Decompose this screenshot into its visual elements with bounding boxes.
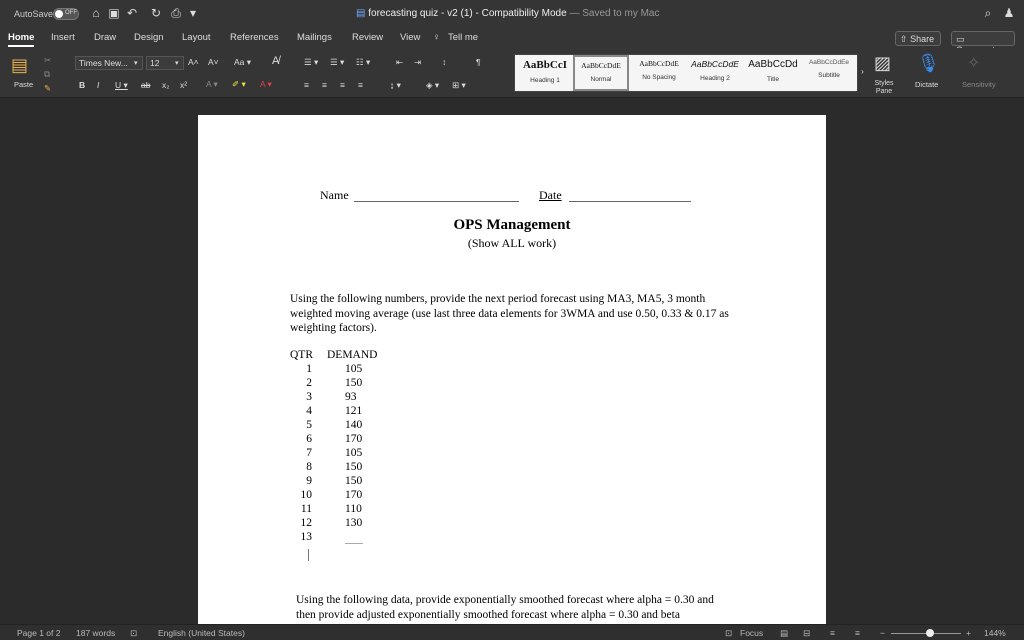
table-row xyxy=(290,447,390,461)
superscript-icon[interactable]: x² xyxy=(180,80,188,90)
strikethrough-icon[interactable]: ab xyxy=(141,80,151,90)
tab-view[interactable]: View xyxy=(400,32,421,43)
document-page[interactable] xyxy=(198,115,826,624)
style-heading-2[interactable] xyxy=(687,55,743,91)
style-label: No Spacing xyxy=(642,74,676,81)
align-center-icon[interactable]: ≡ xyxy=(322,80,327,90)
numbering-icon[interactable]: ☰ ▾ xyxy=(330,57,345,67)
shrink-font-icon[interactable]: A˅ xyxy=(208,57,219,67)
style-heading-1[interactable] xyxy=(517,55,573,91)
qtr-cell: 12 xyxy=(300,517,312,529)
demand-cell: 105 xyxy=(345,447,363,459)
qtr-cell: 13 xyxy=(300,531,312,543)
style-label: Heading 2 xyxy=(700,75,730,82)
title-separator: - xyxy=(472,8,482,19)
clear-formatting-icon[interactable]: A̸ xyxy=(272,55,280,67)
demand-cell: 140 xyxy=(345,419,363,431)
demand-cell: 170 xyxy=(345,489,363,501)
title-bar xyxy=(0,0,1024,28)
tab-draw[interactable]: Draw xyxy=(94,32,117,43)
style-no-spacing[interactable] xyxy=(631,55,687,91)
font-size-select[interactable]: 12 xyxy=(146,56,184,70)
qtr-cell: 2 xyxy=(306,377,312,389)
share-icon: ⇧ xyxy=(900,34,908,44)
tab-references[interactable]: References xyxy=(230,32,279,43)
style-title[interactable] xyxy=(745,55,801,91)
table-row xyxy=(290,489,390,503)
table-row xyxy=(290,363,390,377)
word-doc-icon: ▤ xyxy=(356,8,366,19)
qtr-cell: 5 xyxy=(306,419,312,431)
change-case-icon[interactable]: Aa ▾ xyxy=(234,57,252,67)
font-color-icon[interactable]: A ▾ xyxy=(260,79,272,89)
qtr-cell: 7 xyxy=(306,447,312,459)
style-preview: AaBbCcDdE xyxy=(581,61,621,70)
align-right-icon[interactable]: ≡ xyxy=(340,80,345,90)
autosave-toggle-knob xyxy=(55,10,63,18)
align-left-icon[interactable]: ≡ xyxy=(304,80,309,90)
shading-icon[interactable]: ◈ ▾ xyxy=(426,80,440,90)
comments-button[interactable] xyxy=(951,31,1015,46)
cut-icon[interactable]: ✂ xyxy=(44,55,52,65)
style-preview: AaBbCcDdE xyxy=(691,59,739,69)
font-name-select[interactable]: Times New... xyxy=(75,56,143,70)
tab-layout[interactable]: Layout xyxy=(182,32,211,43)
home-icon[interactable]: ⌂ xyxy=(92,6,100,20)
table-row xyxy=(290,433,390,447)
date-label: Date xyxy=(539,188,562,202)
qtr-cell: 1 xyxy=(306,363,312,375)
table-row xyxy=(290,405,390,419)
focus-icon[interactable]: ⊡ xyxy=(725,628,733,638)
qtr-cell: 8 xyxy=(306,461,312,473)
ribbon-tabs xyxy=(0,28,1024,48)
page-subtitle: (Show ALL work) xyxy=(467,236,557,250)
web-layout-icon[interactable]: ⊟ xyxy=(803,628,811,638)
paste-label[interactable]: Paste xyxy=(14,80,34,89)
question-2-text: Using the following data, provide exponentially smoothed forecast where alpha = 0.30 and then provide adjusted exponentially smoothed forecast where alpha = 0.30 and beta xyxy=(296,594,714,621)
style-preview: AaBbCcDdE xyxy=(639,59,679,68)
proofing-icon[interactable]: ⊡ xyxy=(130,628,138,638)
zoom-level[interactable]: 144% xyxy=(984,628,1006,638)
multilevel-list-icon[interactable]: ☷ ▾ xyxy=(356,57,371,67)
qtr-cell: 4 xyxy=(306,405,312,417)
styles-pane-label[interactable]: Styles Pane xyxy=(874,80,894,95)
demand-cell: 150 xyxy=(345,377,363,389)
status-bar xyxy=(0,624,1024,640)
name-label: Name xyxy=(320,188,349,202)
demand-cell: 150 xyxy=(345,475,363,487)
qtr-cell: 6 xyxy=(306,433,312,445)
demand-cell: 150 xyxy=(345,461,363,473)
bold-icon[interactable]: B xyxy=(79,80,86,90)
table-row xyxy=(290,461,390,475)
save-icon[interactable]: ▣ xyxy=(108,6,120,20)
name-line xyxy=(354,201,519,202)
zoom-in-icon[interactable]: + xyxy=(966,628,971,638)
bullets-icon[interactable]: ☰ ▾ xyxy=(304,57,319,67)
subscript-icon[interactable]: x₂ xyxy=(162,80,170,90)
qtr-cell: 10 xyxy=(300,489,312,501)
demand-cell: 170 xyxy=(345,433,363,445)
autosave-state: OFF xyxy=(65,10,77,16)
styles-pane-icon[interactable]: ▨ xyxy=(874,53,892,73)
dictate-label[interactable]: Dictate xyxy=(915,80,939,89)
copy-icon[interactable]: ⧉ xyxy=(44,69,51,79)
window-title xyxy=(356,8,659,19)
tab-home[interactable]: Home xyxy=(8,32,35,43)
table-row xyxy=(290,391,390,405)
print-icon[interactable]: ⎙ xyxy=(171,6,181,20)
tab-review[interactable]: Review xyxy=(352,32,384,43)
style-preview: AaBbCcDdEe xyxy=(808,59,850,66)
style-label: Normal xyxy=(590,76,612,83)
autosave-toggle[interactable] xyxy=(53,8,79,20)
date-line xyxy=(569,201,691,202)
underline-icon[interactable]: U ▾ xyxy=(115,80,128,90)
lightbulb-icon: ♀ xyxy=(433,32,441,43)
table-row xyxy=(290,531,390,545)
compatibility-mode: Compatibility Mode xyxy=(481,8,567,19)
italic-icon[interactable]: I xyxy=(97,80,100,90)
word-count[interactable]: 187 words xyxy=(76,628,116,638)
text-cursor xyxy=(308,549,309,561)
tab-mailings[interactable]: Mailings xyxy=(297,32,332,43)
page-title: OPS Management xyxy=(453,217,571,233)
column-header-qtr: QTR xyxy=(290,349,313,361)
format-painter-icon[interactable]: ✎ xyxy=(44,83,52,93)
borders-icon[interactable]: ⊞ ▾ xyxy=(452,80,466,90)
comment-icon: ▭ xyxy=(956,34,965,44)
style-label: Subtitle xyxy=(818,72,840,79)
text-effects-icon[interactable]: A ▾ xyxy=(206,79,218,89)
style-subtitle[interactable] xyxy=(801,55,857,91)
styles-gallery xyxy=(514,54,858,92)
sort-icon[interactable]: ↕ xyxy=(442,57,447,67)
paste-icon[interactable]: ▤ xyxy=(11,55,29,75)
tab-design[interactable]: Design xyxy=(134,32,164,43)
zoom-slider-handle[interactable] xyxy=(926,629,934,637)
table-row xyxy=(290,419,390,433)
demand-cell: 105 xyxy=(345,363,363,375)
style-preview: AaBbCcI xyxy=(522,59,567,71)
line-spacing-icon[interactable]: ↨ ▾ xyxy=(390,80,401,90)
grow-font-icon[interactable]: A˄ xyxy=(188,57,199,67)
outline-view-icon[interactable]: ≡ xyxy=(830,628,835,638)
demand-cell: 130 xyxy=(345,517,363,529)
page-count[interactable]: Page 1 of 2 xyxy=(17,628,61,638)
focus-label[interactable]: Focus xyxy=(740,628,764,638)
microphone-icon[interactable]: 🎙 xyxy=(917,53,940,73)
table-row xyxy=(290,517,390,531)
demand-cell: 93 xyxy=(345,391,357,403)
column-header-demand: DEMAND xyxy=(327,349,378,361)
search-icon[interactable]: ⌕ xyxy=(984,6,992,20)
saved-status[interactable]: — Saved to my Mac xyxy=(569,8,660,19)
redo-icon[interactable]: ↻ xyxy=(150,6,162,20)
demand-cell: 121 xyxy=(345,405,363,417)
style-normal[interactable] xyxy=(573,55,629,91)
table-row xyxy=(290,475,390,489)
style-label: Title xyxy=(766,76,780,83)
zoom-out-icon[interactable]: − xyxy=(880,628,885,638)
active-tab-indicator xyxy=(8,45,34,47)
qtr-cell: 9 xyxy=(306,475,312,487)
decrease-indent-icon[interactable]: ⇤ xyxy=(396,57,404,67)
styles-gallery-expand-icon[interactable]: › xyxy=(861,66,864,76)
question-1-text: Using the following numbers, provide the next period forecast using MA3, MA5, 3 month weighted moving average (use last three data elements for 3WMA and use 0.50, 0.33 & 0.17 as weighting factors). xyxy=(290,293,729,334)
style-label: Heading 1 xyxy=(530,77,560,84)
document-name: forecasting quiz - v2 (1) xyxy=(368,8,473,19)
autosave-label: AutoSave xyxy=(14,9,54,19)
tab-insert[interactable]: Insert xyxy=(51,32,75,43)
table-row xyxy=(290,377,390,391)
print-layout-icon[interactable]: ▤ xyxy=(780,628,789,638)
undo-icon[interactable]: ↶ xyxy=(126,6,138,20)
share-button[interactable] xyxy=(895,31,941,46)
increase-indent-icon[interactable]: ⇥ xyxy=(414,57,422,67)
qtr-cell: 11 xyxy=(300,503,312,515)
table-row xyxy=(290,503,390,517)
sensitivity-icon[interactable]: ✧ xyxy=(967,55,981,72)
demand-cell: 110 xyxy=(345,503,362,515)
account-icon[interactable]: ♟ xyxy=(1003,6,1015,20)
highlight-icon[interactable]: ✐ ▾ xyxy=(232,79,246,89)
answer-blank[interactable] xyxy=(345,543,363,544)
language-status[interactable]: English (United States) xyxy=(158,628,245,638)
justify-icon[interactable]: ≡ xyxy=(358,80,363,90)
tell-me-search[interactable]: Tell me xyxy=(448,32,479,43)
font-name-chevron-down-icon[interactable]: ▾ xyxy=(134,60,138,67)
draft-view-icon[interactable]: ≡ xyxy=(855,628,860,638)
document-canvas xyxy=(0,98,1024,624)
style-preview: AaBbCcDd xyxy=(748,59,798,70)
show-formatting-icon[interactable]: ¶ xyxy=(476,57,481,67)
share-label: Share xyxy=(910,34,935,44)
qtr-cell: 3 xyxy=(306,391,312,403)
font-size-chevron-down-icon[interactable]: ▾ xyxy=(175,60,179,67)
customize-toolbar-icon[interactable]: ▾ xyxy=(189,6,197,20)
sensitivity-label[interactable]: Sensitivity xyxy=(962,80,996,89)
